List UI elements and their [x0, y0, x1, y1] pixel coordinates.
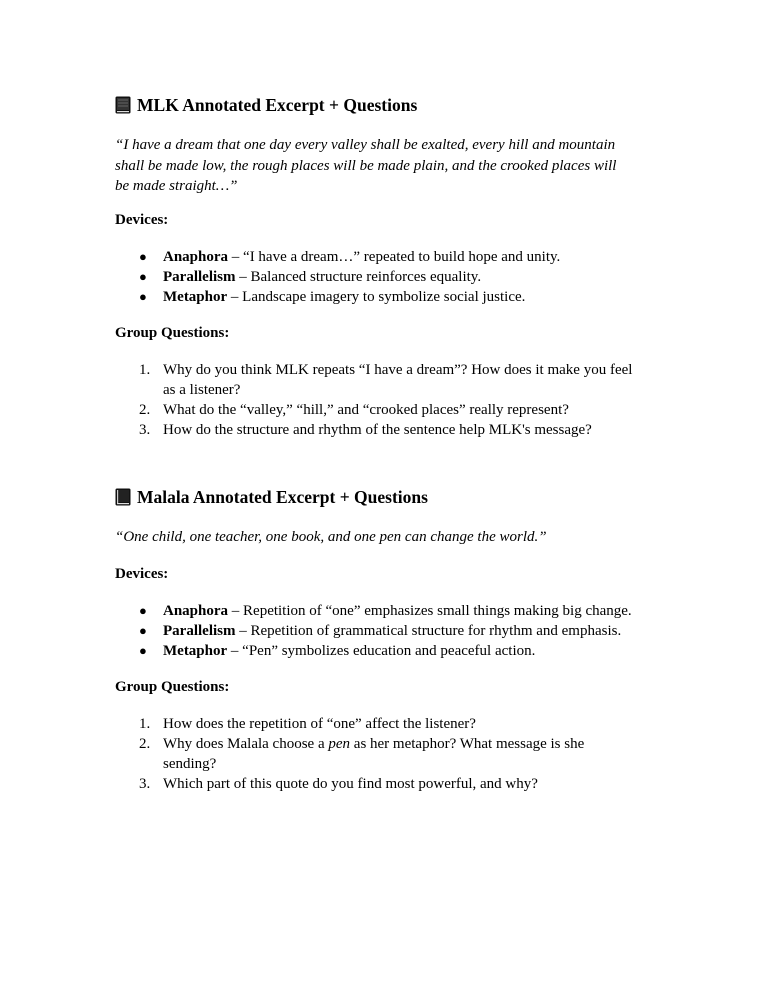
question-item	[115, 774, 675, 794]
question-item	[115, 734, 675, 774]
question-text: as a listener?	[163, 381, 241, 398]
bullet-icon: ●	[139, 642, 147, 658]
malala-section	[115, 485, 675, 794]
device-term: Anaphora	[163, 602, 229, 619]
device-sep: –	[235, 622, 251, 639]
book-icon	[115, 96, 131, 114]
device-sep: –	[228, 602, 244, 619]
question-number: 2.	[139, 401, 151, 418]
device-term: Anaphora	[163, 248, 229, 265]
device-item	[115, 601, 675, 621]
question-number: 3.	[139, 421, 151, 438]
malala-devices-label: Devices:	[115, 565, 169, 582]
device-desc: “Pen” symbolizes education and peaceful action.	[242, 642, 536, 659]
device-desc: “I have a dream…” repeated to build hope and unity.	[243, 248, 561, 265]
bullet-icon: ●	[139, 288, 147, 304]
mlk-questions-list	[115, 360, 675, 440]
malala-questions-list	[115, 714, 675, 794]
device-desc: Repetition of grammatical structure for rhythm and emphasis.	[250, 622, 622, 639]
question-text: sending?	[163, 755, 217, 772]
device-term: Metaphor	[163, 642, 228, 659]
mlk-questions-label: Group Questions:	[115, 324, 230, 341]
mlk-quote	[115, 135, 675, 197]
quote-line: be made straight…”	[115, 178, 238, 194]
device-desc: Balanced structure reinforces equality.	[250, 268, 482, 285]
device-item	[115, 287, 675, 307]
quote-line: shall be made low, the rough places will be made plain, and the crooked places will	[115, 157, 617, 174]
question-text: How do the structure and rhythm of the sentence help MLK's message?	[163, 421, 592, 438]
mlk-devices-label: Devices:	[115, 211, 169, 228]
device-item	[115, 247, 675, 267]
mlk-heading	[115, 93, 675, 117]
question-text: What do the “valley,” “hill,” and “crooked places” really represent?	[163, 401, 569, 418]
device-sep: –	[235, 268, 251, 285]
malala-title: Malala Annotated Excerpt + Questions	[137, 486, 428, 507]
question-text: Why do you think MLK repeats “I have a dream”? How does it make you feel	[163, 361, 633, 378]
question-item	[115, 400, 675, 420]
quote-line: “One child, one teacher, one book, and one pen can change the world.”	[115, 529, 547, 545]
question-number: 1.	[139, 715, 151, 732]
question-item	[115, 714, 675, 734]
malala-questions-label: Group Questions:	[115, 678, 230, 695]
question-text: as her metaphor? What message is she	[350, 735, 585, 752]
question-text: Why does Malala choose a	[163, 735, 329, 752]
book-icon	[115, 488, 131, 506]
question-text: How does the repetition of “one” affect the listener?	[163, 715, 476, 732]
question-item	[115, 420, 675, 440]
question-number: 1.	[139, 361, 151, 378]
question-number: 2.	[139, 735, 151, 752]
device-item	[115, 641, 675, 661]
question-number: 3.	[139, 775, 151, 792]
bullet-icon: ●	[139, 248, 147, 264]
quote-line: “I have a dream that one day every valley shall be exalted, every hill and mountain	[115, 137, 616, 153]
device-sep: –	[228, 248, 244, 265]
bullet-icon: ●	[139, 268, 147, 284]
device-desc: Repetition of “one” emphasizes small things making big change.	[243, 602, 632, 619]
mlk-devices-list	[115, 247, 675, 307]
malala-quote	[115, 527, 675, 548]
device-term: Parallelism	[163, 268, 236, 285]
device-item	[115, 621, 675, 641]
device-sep: –	[227, 642, 243, 659]
device-term: Metaphor	[163, 288, 228, 305]
malala-heading	[115, 485, 675, 509]
question-emphasis: pen	[328, 735, 351, 752]
bullet-icon: ●	[139, 602, 147, 618]
device-term: Parallelism	[163, 622, 236, 639]
malala-devices-list	[115, 601, 675, 661]
mlk-title: MLK Annotated Excerpt + Questions	[137, 94, 418, 115]
mlk-section	[115, 93, 675, 440]
question-text: Which part of this quote do you find most powerful, and why?	[163, 775, 538, 792]
question-item	[115, 360, 675, 400]
bullet-icon: ●	[139, 622, 147, 638]
device-desc: Landscape imagery to symbolize social justice.	[242, 288, 526, 305]
device-item	[115, 267, 675, 287]
device-sep: –	[227, 288, 243, 305]
